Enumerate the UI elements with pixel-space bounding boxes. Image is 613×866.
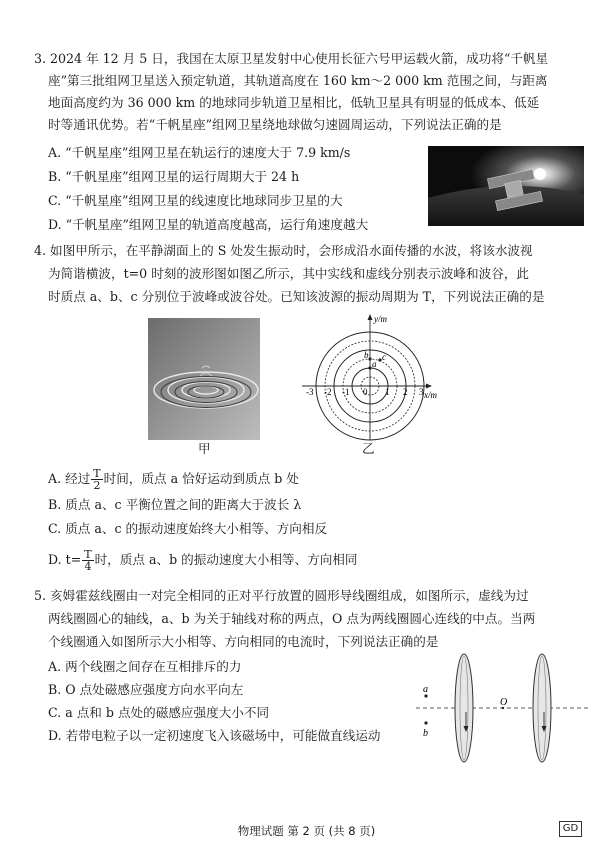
fraction-numerator: T: [84, 548, 92, 561]
q3-option-a: A. “千帆星座”组网卫星在轨运行的速度大于 7.9 km/s: [48, 145, 351, 160]
q4-stem-line-3: 时质点 a、b、c 分别位于波峰或波谷处。已知该波源的振动周期为 T，下列说法正确的是: [48, 289, 545, 304]
q4-option-c: C. 质点 a、c 的振动速度始终大小相等、方向相反: [48, 521, 328, 536]
point-O-label: O: [500, 697, 508, 708]
point-a-label: a: [423, 684, 428, 695]
fraction-denominator: 4: [84, 560, 92, 573]
q5-option-d: D. 若带电粒子以一定初速度飞入该磁场中，可能做直线运动: [48, 728, 381, 743]
q4-option-d: [48, 549, 357, 572]
q3-stem-line-1: 3. 2024 年 12 月 5 日，我国在太原卫星发射中心使用长征六号甲运载火箭，成功将“千帆星: [34, 51, 549, 66]
gd-badge: GD: [559, 821, 582, 837]
right-coil: [533, 654, 551, 762]
q5-option-a: A. 两个线圈之间存在互相排斥的力: [48, 659, 242, 674]
point-c-label: c: [382, 352, 386, 362]
q4-option-d-text: 时，质点 a、b 的振动速度大小相等、方向相同: [94, 552, 358, 567]
fraction-denominator: 2: [93, 479, 101, 492]
tick-label: 3: [419, 387, 424, 397]
fraction-numerator: T: [93, 467, 101, 480]
q4-stem-line-2: 为简谐横波，t=0 时刻的波形图如图乙所示，其中实线和虚线分别表示波峰和波谷，此: [48, 266, 530, 281]
q5-stem-line-1: 5. 亥姆霍兹线圈由一对完全相同的正对平行放置的圆形导线圈组成，如图所示，虚线为过: [34, 588, 529, 603]
q4-option-a: [48, 468, 299, 491]
left-coil: [455, 654, 473, 762]
q3-option-b: B. “千帆星座”组网卫星的运行周期大于 24 h: [48, 169, 300, 184]
y-axis-label: y/m: [374, 314, 387, 324]
q3-stem-line-2: 座”第三批组网卫星送入预定轨道，其轨道高度在 160 km～2 000 km 范围之间，与距离: [48, 73, 548, 88]
ripple-photo: [148, 318, 260, 440]
figure-yi-caption: 乙: [362, 441, 375, 456]
fraction-t-over-2: [91, 468, 102, 491]
wave-diagram: [296, 310, 438, 450]
q5-stem-line-2: 两线圈圆心的轴线，a、b 为关于轴线对称的两点，O 点为两线圈圆心连线的中点。当两: [48, 611, 536, 626]
x-axis-label: x/m: [424, 390, 437, 400]
fraction-t-over-4: [82, 549, 93, 572]
figure-jia-caption: 甲: [198, 441, 211, 456]
q3-stem-line-4: 时等通讯优势。若“千帆星座”组网卫星绕地球做匀速圆周运动，下列说法正确的是: [48, 117, 502, 132]
q5-option-c: C. a 点和 b 点处的磁感应强度大小不同: [48, 705, 270, 720]
tick-label: 1: [385, 387, 390, 397]
tick-label: 0: [363, 387, 368, 397]
q3-option-d: D. “千帆星座”组网卫星的轨道高度越高，运行角速度越大: [48, 217, 369, 232]
q4-option-d-prefix: D. t=: [48, 552, 82, 567]
q3-option-c: C. “千帆星座”组网卫星的线速度比地球同步卫星的大: [48, 193, 343, 208]
point-b: [424, 721, 427, 724]
page-footer: 物理试题 第 2 页 (共 8 页): [237, 824, 376, 838]
q3-stem-line-3: 地面高度约为 36 000 km 的地球同步轨道卫星相比，低轨卫星具有明显的低成本、低延: [48, 95, 540, 110]
satellite-photo: [428, 146, 584, 226]
point-b-label: b: [423, 728, 428, 739]
tick-label: -1: [342, 387, 350, 397]
helmholtz-coil-diagram: [412, 652, 592, 770]
y-axis-arrow: [368, 314, 373, 320]
tick-label: -3: [306, 387, 314, 397]
point-b-label: b: [364, 350, 369, 360]
point-a-label: a: [372, 359, 377, 369]
q4-stem-line-1: 4. 如图甲所示，在平静湖面上的 S 处发生振动时，会形成沿水面传播的水波，将该水波视: [34, 243, 533, 258]
q4-option-a-text: 时间，质点 a 恰好运动到质点 b 处: [103, 471, 299, 486]
q4-option-a-prefix: A. 经过: [48, 471, 91, 486]
tick-label: -2: [324, 387, 332, 397]
q4-option-b: B. 质点 a、c 平衡位置之间的距离大于波长 λ: [48, 497, 302, 512]
q5-stem-line-3: 个线圈通入如图所示大小相等、方向相同的电流时，下列说法正确的是: [48, 634, 439, 649]
tick-label: 2: [403, 387, 408, 397]
q5-option-b: B. O 点处磁感应强度方向水平向左: [48, 682, 244, 697]
x-axis-arrow: [426, 384, 432, 389]
